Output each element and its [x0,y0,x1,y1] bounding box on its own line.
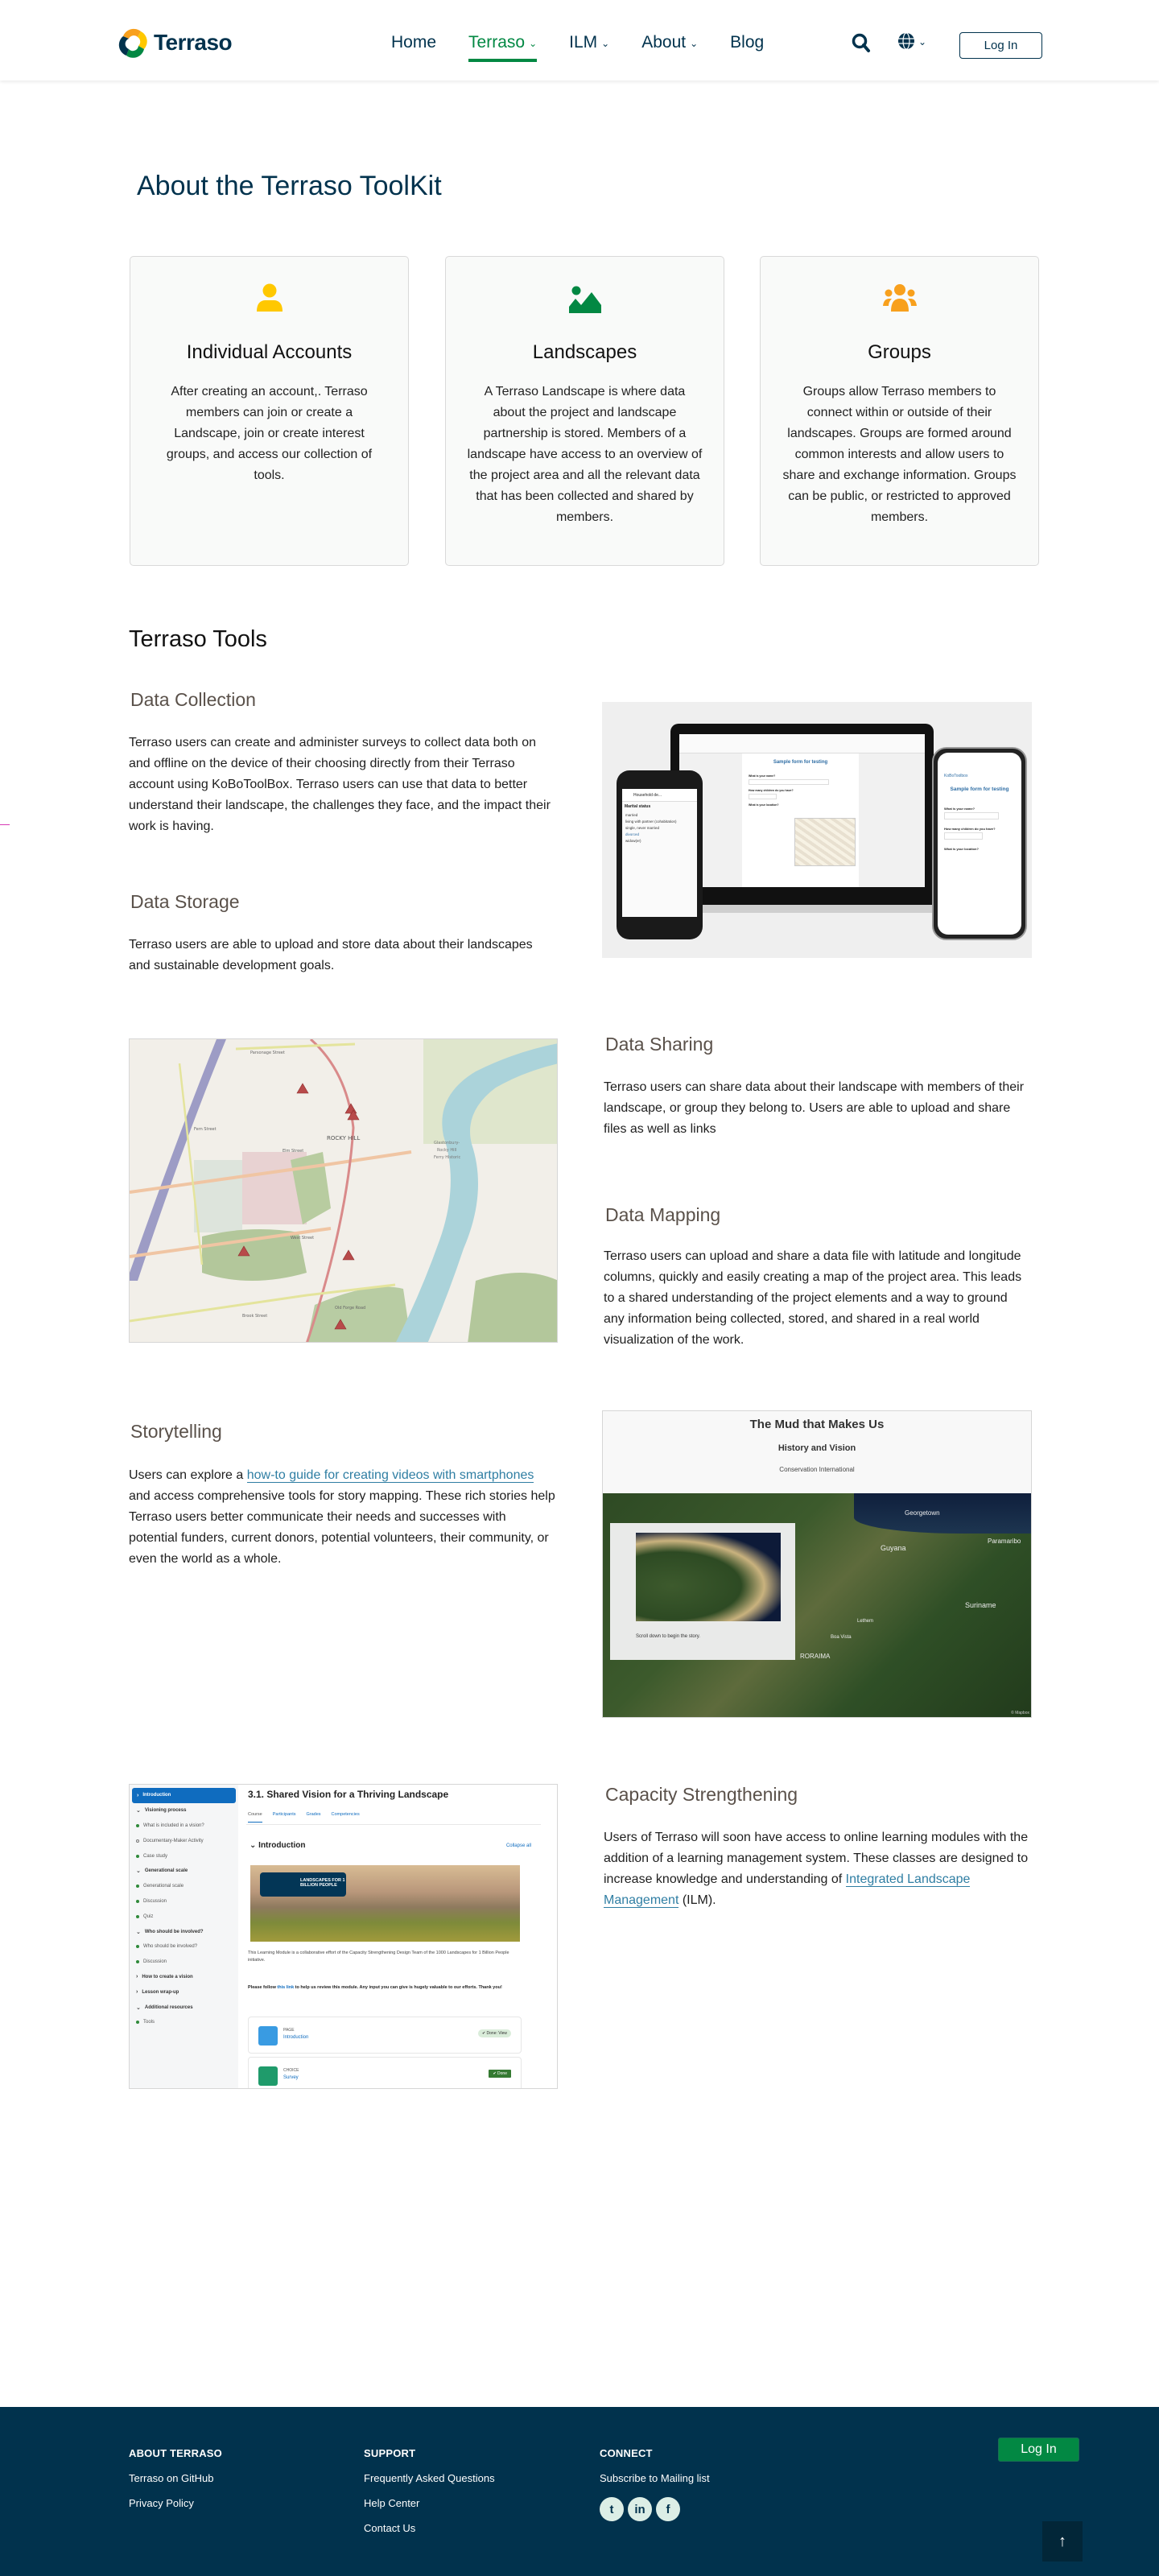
data-sharing-text: Terraso users can share data about their landscape with members of their landscape, or group they belong to. Users are able to upload and share files as well as links [604,1080,1025,1136]
complete-dot-icon [136,1915,139,1918]
android-app-title: Household de... [622,789,697,802]
chevron-icon: ⌄ [136,1929,141,1935]
laptop-screen [679,734,925,887]
back-to-top-button[interactable]: ↑ [1042,2521,1083,2562]
data-sharing-title: Data Sharing [605,1034,714,1055]
chevron-icon: › [136,1989,138,1996]
complete-dot-icon [136,1855,139,1858]
course-index-item: ⌄ Who should be involved? [136,1929,204,1935]
nav-blog[interactable] [730,31,764,55]
map-graphic [130,1039,558,1343]
nav-about-label: About [641,33,687,52]
footer-heading: SUPPORT [364,2447,416,2459]
complete-dot-icon [136,1945,139,1948]
story-caption: Scroll down to begin the story. [636,1634,700,1639]
nav-ilm-label: ILM [569,33,598,52]
android-question: Marital status [625,804,651,809]
svg-text:Rocky Hill: Rocky Hill [437,1148,457,1153]
chevron-icon: › [137,1792,139,1798]
iphone [932,747,1027,940]
login-button[interactable]: Log In [959,32,1042,59]
chevron-down-icon: ⌄ [529,38,538,49]
course-index-item: ⌄ Additional resources [136,2004,193,2011]
capacity-text-start: Users of Terraso will soon have access to online learning modules with the addition of a learning management system. These classes are designed to increase knowledge and understanding of [604,1831,1029,1886]
android-phone [617,770,703,939]
data-collection-title: Data Collection [130,689,256,710]
iphone-screen: KoBoToolbox Sample form for testing What is your name? How many children do you have? What is your location? [938,753,1021,935]
chevron-down-icon: ⌄ [918,36,927,47]
card-title: Landscapes [532,341,637,363]
card-title: Groups [868,341,931,363]
map-attribution: © Mapbox [1011,1711,1029,1715]
linkedin-icon[interactable]: in [628,2497,652,2521]
tools-section-title: Terraso Tools [129,626,267,652]
course-index-item: Generational scale [130,1879,238,1894]
incomplete-dot-icon [136,1839,139,1843]
data-mapping-text: Terraso users can upload and share a data file with latitude and longitude columns, quickly and easily creating a map of the project area. This leads to a shared understanding of the project elements and a way to ground any information being collected, stored, and shared in a real world visualization of the work. [604,1249,1022,1347]
video-guide-link[interactable]: how-to guide for creating videos with smartphones [246,1468,534,1482]
svg-text:Old Forge Road: Old Forge Road [335,1306,366,1311]
data-collection-text: Terraso users can create and administer surveys to collect data both on and offline on the device of their choosing directly from their Terraso account using KoBoToolBox. Terraso users can use that data to better understand their landscape, the challenges they face, and the impact their work is having. [129,736,551,833]
globe-icon [897,32,915,50]
footer-about-column [129,2447,222,2522]
card-text: A Terraso Landscape is where data about the project and landscape partnership is stored. Members of a landscape have access to an overview of the project area and all the relevant data that has been collected and shared by members. [467,385,703,524]
nav-terraso-label: Terraso [468,33,526,52]
search-icon[interactable] [851,32,872,53]
story-subtitle: History and Vision [777,1443,856,1453]
course-index-item: What is included in a vision? [130,1818,238,1834]
card-text: After creating an account,. Terraso members can join or create a Landscape, join or create interest groups, and access our collection of tools. [166,385,373,482]
card-text: Groups allow Terraso members to connect within or outside of their landscapes. Groups are formed around common interests and allow users to share and exchange information. Groups can be public, or restricted to approved members. [782,385,1017,524]
complete-dot-icon [136,1824,139,1827]
course-index-item: ⌄ Visioning process [136,1808,187,1814]
collapse-all: Collapse all [505,1843,531,1848]
storytelling-text-end: and access comprehensive tools for story mapping. These rich stories help Terraso users better communicate their needs and successes with potential funders, current donors, potential volunteers, their community, or even the world as a whole. [129,1489,555,1566]
course-title: 3.1. Shared Vision for a Thriving Landscape [248,1789,449,1800]
nav-home[interactable] [391,31,436,55]
learning-module-image [129,1784,558,2089]
terraso-logo-link[interactable] [117,27,232,59]
capacity-text-end: (ILM). [678,1893,716,1907]
chevron-icon: ⌄ [136,1808,141,1814]
course-index-item: › Introduction [132,1788,236,1803]
storytelling-text-start: Users can explore a [129,1468,247,1482]
capacity-text [604,1827,1030,1911]
course-index-item: Quiz [130,1909,238,1924]
twitter-icon[interactable]: t [600,2497,624,2521]
capacity-title: Capacity Strengthening [605,1784,798,1805]
footer-connect-column [600,2447,710,2521]
course-main [246,1785,557,2088]
story-org: Conservation International [779,1466,855,1473]
language-selector[interactable] [897,32,926,50]
form-question: What is your name? [749,774,776,778]
kobotoolbox-devices-image [602,702,1032,958]
nav-ilm[interactable] [569,31,609,55]
chevron-icon: ⌄ [136,1868,141,1875]
course-section-title: ⌄ Introduction [250,1841,306,1850]
sea-area [854,1493,1031,1534]
footer-heading: ABOUT TERRASO [129,2447,222,2459]
card-groups [760,256,1039,566]
footer-login-button[interactable]: Log In [998,2438,1079,2462]
complete-dot-icon [136,2021,139,2024]
page-title: About the Terraso ToolKit [137,171,442,201]
facebook-icon[interactable]: f [656,2497,680,2521]
landscape-icon [567,281,603,316]
course-index-item: › Lesson wrap-up [136,1989,179,1996]
card-landscapes [445,256,724,566]
complete-dot-icon [136,1900,139,1903]
card-individual-accounts [130,256,409,566]
chevron-icon: ⌄ [136,2004,141,2011]
chevron-down-icon: ⌄ [690,38,699,49]
course-index [130,1785,238,2088]
ilm-link[interactable]: Integrated Landscape Management [604,1872,971,1907]
android-screen [622,789,697,917]
footer-heading: CONNECT [600,2447,653,2459]
nav-terraso[interactable] [468,31,537,55]
form-title: Sample form for testing [773,760,828,765]
social-links [600,2497,710,2521]
help-center-link[interactable]: Help Center [364,2497,420,2509]
rocky-hill-map-image [129,1038,558,1343]
form-map [794,818,856,866]
banner-logo: LANDSCAPES FOR 1 BILLION PEOPLE [260,1872,346,1897]
course-index-item: › How to create a vision [136,1974,193,1980]
course-review-note: Please follow this link to help us review this module. Any input you can give is hugely valuable to our efforts. Thank you! [248,1985,502,1990]
course-index-item: Discussion [130,1894,238,1909]
users-icon [882,281,918,316]
chevron-icon: › [136,1974,138,1980]
course-description: This Learning Module is a collaborative effort of the Capacity Strengthening Design Team of the 1000 Landscapes for 1 Billion People initiative. [248,1951,509,1963]
storytelling-text [129,1465,555,1570]
course-banner [250,1865,520,1942]
svg-text:Brook Street: Brook Street [242,1314,268,1319]
map-place-label: ROCKY HILL [327,1135,361,1141]
card-title: Individual Accounts [186,341,353,363]
site-footer [0,2407,1159,2576]
course-tabs: Course Participants Grades Competencies [248,1812,360,1823]
course-index-item: ⌄ Generational scale [136,1868,188,1875]
activity-page: PAGE Introduction ✔ Done: View [248,2017,522,2054]
story-intro-panel [610,1523,795,1660]
story-map-image [602,1410,1032,1718]
form-question: How many children do you have? [749,789,794,792]
privacy-policy-link[interactable]: Privacy Policy [129,2497,194,2509]
logo-text: Terraso [154,30,233,55]
data-mapping-title: Data Mapping [605,1204,721,1225]
site-header [0,0,1159,80]
faq-link[interactable]: Frequently Asked Questions [364,2472,495,2484]
svg-text:Fern Street: Fern Street [194,1127,217,1132]
course-index-item: Tools [130,2015,238,2030]
svg-text:Glastonbury-: Glastonbury- [434,1141,460,1146]
data-storage-title: Data Storage [130,891,240,912]
svg-text:Parsonage Street: Parsonage Street [250,1051,285,1055]
footer-support-column [364,2447,495,2547]
chevron-down-icon: ⌄ [601,38,610,49]
main-nav [391,31,796,55]
user-icon [252,281,287,316]
svg-text:West Street: West Street [291,1236,315,1241]
course-index-item: Discussion [130,1955,238,1970]
complete-dot-icon [136,1960,139,1963]
nav-blog-label: Blog [730,33,765,52]
satellite-map: Georgetown Guyana Suriname Paramaribo RORAIMA Boa Vista Lethem © Mapbox [603,1493,1031,1717]
complete-dot-icon [136,1885,139,1888]
story-thumbnail [636,1533,781,1621]
course-index-item: Who should be involved? [130,1939,238,1955]
form-question: What is your location? [749,803,779,807]
terraso-logo-icon [117,27,149,59]
iphone-form-title: Sample form for testing [950,786,1009,792]
edge-marker [0,824,10,825]
kobo-brand: KoBoToolbox [944,774,968,778]
nav-home-label: Home [391,33,437,52]
android-options: married living with partner (cohabitation) single, never married divorced widow(er) [625,813,677,843]
laptop-frame [670,724,934,905]
course-index-item: Documentary-Maker Activity [130,1833,238,1848]
storytelling-title: Storytelling [130,1421,222,1442]
svg-text:Elm Street: Elm Street [283,1149,304,1154]
github-link[interactable]: Terraso on GitHub [129,2472,214,2484]
activity-choice: CHOICE Survey ✔ Done [248,2057,522,2089]
story-title: The Mud that Makes Us [749,1418,885,1431]
story-header [603,1411,1031,1493]
nav-about[interactable] [641,31,698,55]
svg-text:Ferry Historic: Ferry Historic [434,1155,461,1160]
course-index-item: Case study [130,1848,238,1864]
mailing-list-link[interactable]: Subscribe to Mailing list [600,2472,710,2484]
data-storage-text: Terraso users are able to upload and store data about their landscapes and sustainable development goals. [129,938,533,972]
contact-us-link[interactable]: Contact Us [364,2522,416,2534]
